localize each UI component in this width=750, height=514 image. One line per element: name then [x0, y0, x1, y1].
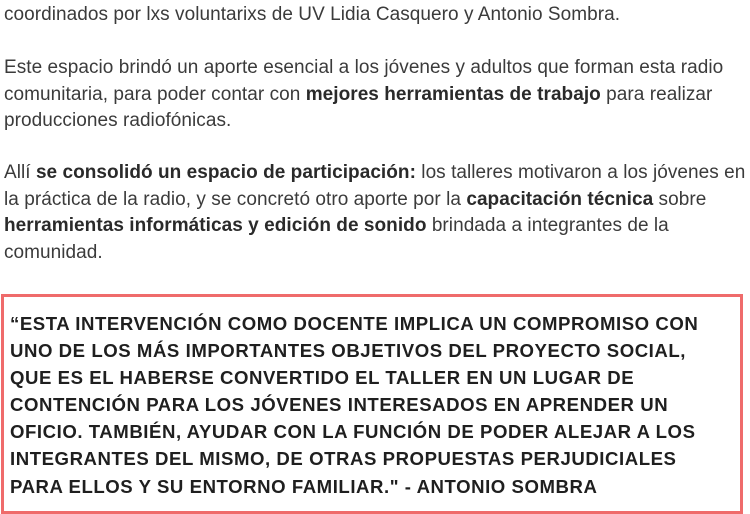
- paragraph-intro-end: [4, 2, 748, 29]
- paragraph-text: sobre: [653, 188, 707, 210]
- paragraph-text: Allí: [4, 162, 36, 183]
- paragraph-text: coordinados por lxs voluntarixs de UV Lidia Casquero y Antonio Sombra.: [4, 4, 621, 25]
- highlight-text: mejores herramientas de trabajo: [305, 83, 601, 105]
- highlight-text: capacitación técnica: [466, 188, 654, 210]
- paragraph-participation: [4, 160, 748, 266]
- pull-quote-text: “ESTA INTERVENCIÓN COMO DOCENTE IMPLICA UN COMPROMISO CON UNO DE LOS MÁS IMPORTANTES OBJETIVOS DEL PROYECTO SOCIAL, QUE ES EL HABERSE CONVERTIDO EL TALLER EN UN LUGAR DE CONTENCIÓN PARA LOS JÓVENES INTERESADOS EN APRENDER UN OFICIO. TAMBIÉN, AYUDAR CON LA FUNCIÓN DE PODER ALEJAR A LOS INTEGRANTES DEL MISMO, DE OTRAS PROPUESTAS PERJUDICIALES PARA ELLOS Y SU ENTORNO FAMILIAR." - ANTONIO SOMBRA: [10, 313, 699, 497]
- paragraph-text: los talleres motivaron a los jóvenes en la práctica de la radio, y se concretó otro aporte por la: [4, 162, 746, 210]
- paragraph-text: Este espacio brindó un aporte esencial a los jóvenes y adultos que forman esta radio comunitaria, para poder contar con: [4, 57, 724, 105]
- paragraph-text: para realizar producciones radiofónicas.: [4, 83, 713, 131]
- paragraph-tools: [4, 55, 748, 135]
- highlight-text: herramientas informáticas y edición de sonido: [4, 215, 427, 236]
- paragraph-text: brindada a integrantes de la comunidad.: [4, 215, 669, 263]
- pull-quote-box: [1, 294, 743, 514]
- highlight-text: se consolidó un espacio de participación:: [35, 162, 416, 183]
